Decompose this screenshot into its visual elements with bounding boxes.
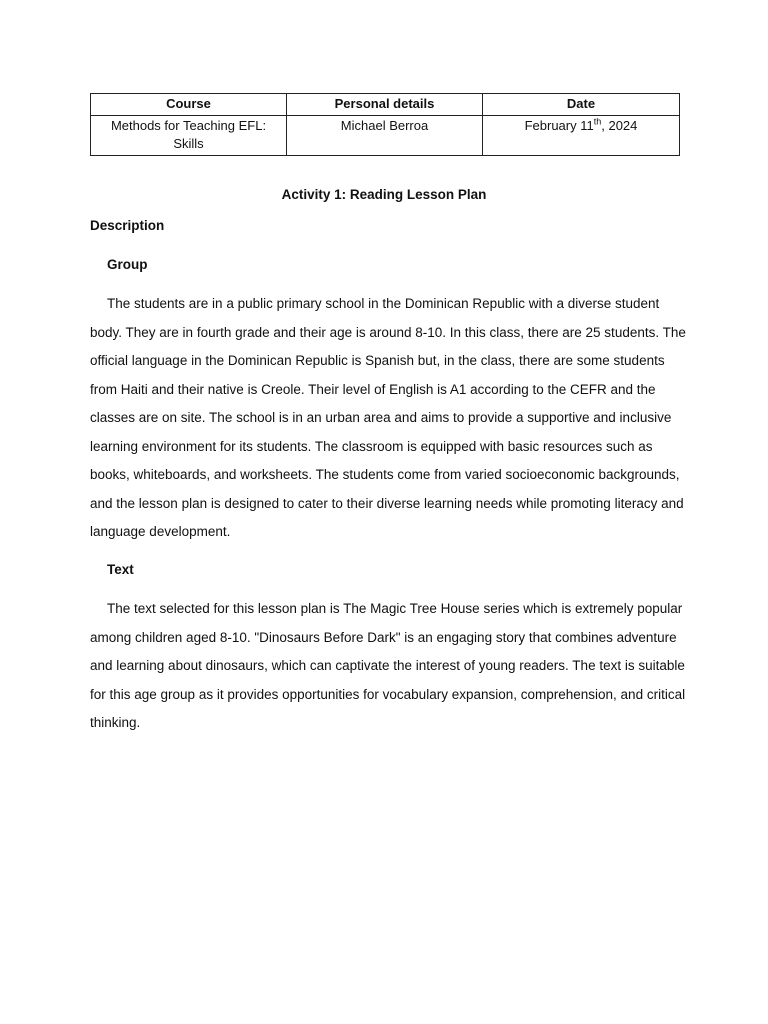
date-superscript: th bbox=[593, 116, 602, 127]
text-heading: Text bbox=[107, 562, 134, 577]
group-paragraph: The students are in a public primary school in the Dominican Republic with a diverse student body. They are in fourth grade and their age is around 8-10. In this class, there are 25 students. The official language in the Dominican Republic is Spanish but, in the class, there are some students from Haiti and their native is Creole. Their level of English is A1 according to the CEFR and the classes are on site. The school is in an urban area and aims to provide a supportive and inclusive learning environment for its students. The classroom is equipped with basic resources such as books, whiteboards, and worksheets. The students come from varied socioeconomic backgrounds, and the lesson plan is designed to cater to their diverse learning needs while promoting literacy and language development. bbox=[90, 296, 686, 539]
activity-title: Activity 1: Reading Lesson Plan bbox=[281, 187, 487, 202]
cell-personal-details: Michael Berroa bbox=[287, 116, 483, 156]
header-course: Course bbox=[91, 94, 287, 116]
description-heading: Description bbox=[90, 218, 165, 233]
course-info-table bbox=[90, 93, 680, 156]
date-prefix: February 11 bbox=[524, 118, 594, 133]
table-row bbox=[91, 116, 680, 156]
group-heading: Group bbox=[107, 257, 148, 272]
cell-date bbox=[483, 116, 680, 156]
date-suffix: , 2024 bbox=[601, 118, 638, 133]
cell-course: Methods for Teaching EFL: Skills bbox=[91, 116, 287, 156]
text-paragraph: The text selected for this lesson plan is The Magic Tree House series which is extremely popular among children aged 8-10. "Dinosaurs Before Dark" is an engaging story that combines adventure and learning about dinosaurs, which can captivate the interest of young readers. The text is suitable for this age group as it provides opportunities for vocabulary expansion, comprehension, and critical thinking. bbox=[90, 601, 686, 730]
header-personal-details: Personal details bbox=[287, 94, 483, 116]
table-header-row bbox=[91, 94, 680, 116]
header-date: Date bbox=[483, 94, 680, 116]
